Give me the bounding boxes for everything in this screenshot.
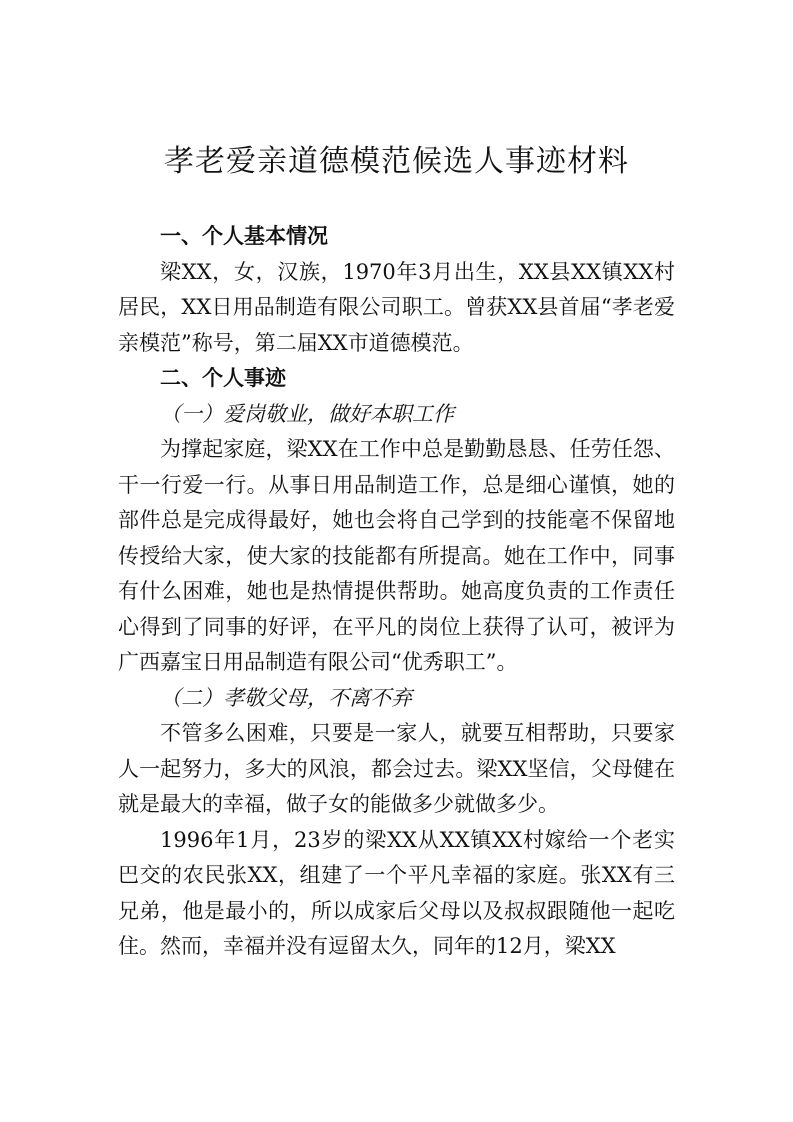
paragraph-basic-info: 梁XX，女，汉族，1970年3月出生，XX县XX镇XX村居民，XX日用品制造有限公司职工。曾获XX县首届“孝老爱亲模范”称号，第二届XX市道德模范。 [118, 259, 675, 355]
section-heading-deeds: 二、个人事迹 [160, 366, 286, 390]
paragraph-work: 为撑起家庭，梁XX在工作中总是勤勤恳恳、任劳任怨、干一行爱一行。从事日用品制造工作，总是细心谨慎，她的部件总是完成得最好，她也会将自己学到的技能毫不保留地传授给大家，使大家的技能都有所提高。她在工作中，同事有什么困难，她也是热情提供帮助。她高度负责的工作责任心得到了同事的好评，在平凡的岗位上获得了认可，被评为广西嘉宝日用品制造有限公司“优秀职工”。 [118, 437, 675, 674]
paragraph-family-belief: 不管多么困难，只要是一家人，就要互相帮助，只要家人一起努力，多大的风浪，都会过去。梁XX坚信，父母健在就是最大的幸福，做子女的能做多少就做多少。 [118, 721, 675, 816]
document-title: 孝老爱亲道德模范候选人事迹材料 [164, 144, 629, 179]
paragraph-marriage: 1996年1月，23岁的梁XX从XX镇XX村嫁给一个老实巴交的农民张XX，组建了一个平凡幸福的家庭。张XX有三兄弟，他是最小的，所以成家后父母以及叔叔跟随他一起吃住。然而，幸福并没有逗留太久，同年的12月，梁XX [118, 827, 675, 958]
subheading-filial: （二）孝敬父母，不离不弃 [160, 685, 412, 710]
section-heading-basic-info: 一、个人基本情况 [160, 224, 328, 248]
document-body [118, 219, 675, 965]
subheading-dedication: （一）爱岗敬业，做好本职工作 [160, 401, 454, 426]
